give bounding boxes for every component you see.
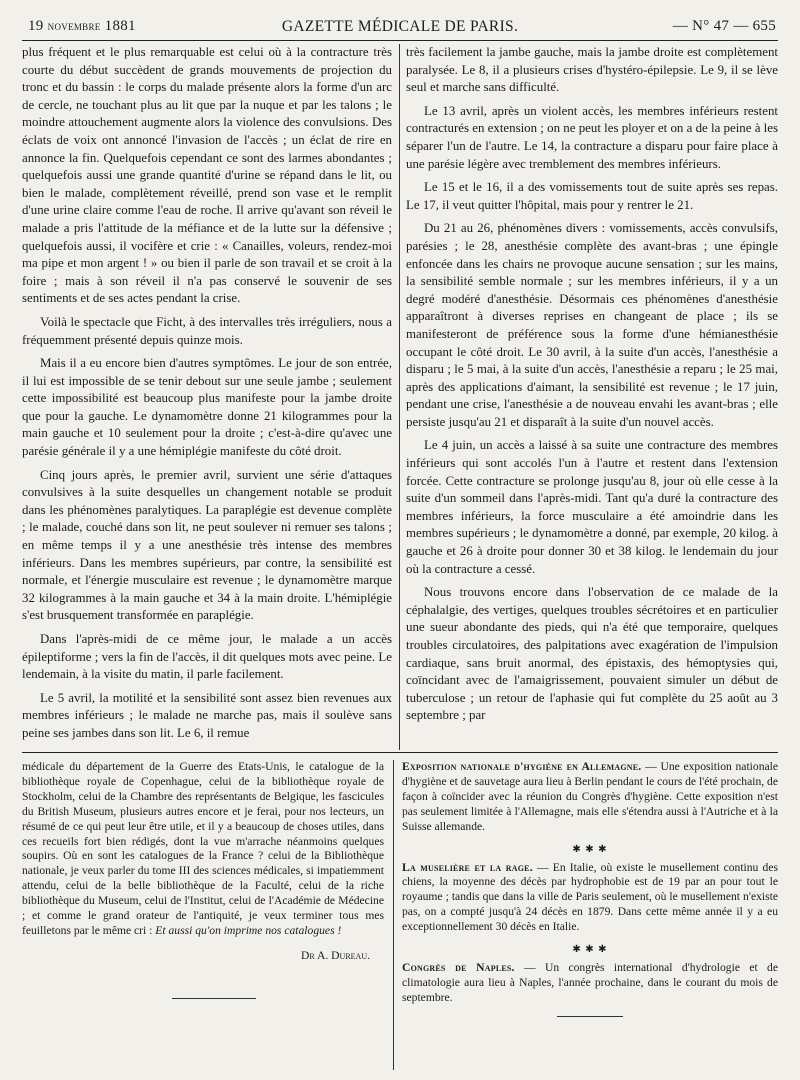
news-item [402, 861, 778, 936]
news-body: — Une exposition nationale d'hygiène et de sauvetage aura lieu à Berlin pendant le cours de l'été prochain, de façon à coïncider avec la réunion du Congrès d'hygiène. Cette exposition n'est pas seulement limitée à l'Allemagne, mais elle s'étendra aussi à l'Autriche et à la Suisse allemande. [402, 760, 778, 833]
news-column [402, 760, 778, 1070]
page-header [22, 14, 778, 41]
author-signature: Dr A. Dureau. [301, 948, 370, 962]
paragraph: Le 15 et le 16, il a des vomissements tout de suite après ses repas. Le 17, il veut quitter l'hôpital, mais pour y rentrer le 21. [406, 180, 778, 212]
issue-number: — N° 47 — 655 [672, 18, 776, 34]
paragraph: Du 21 au 26, phénomènes divers : vomissements, accès convulsifs, parésies ; le 28, anesthésie complète des avant-bras ; une épingle enfoncée dans les chairs ne provoque aucune sensation ; sur les mains, la sensibilité semble normale ; sur les membres inférieurs, il y a un degré modéré d'anesthésie. Désormais ces phénomènes d'anesthésie apparaîtront à diverses reprises en changeant de place ; ils se manifesteront de préférence sous la forme d'une hémianesthésie occupant le côté droit. Le 30 avril, à la suite d'un accès, l'anesthésie a disparu ; le 5 mai, à la suite d'un accès, l'anesthésie a reparu ; le 25 mai, après des applications d'aimant, la sensibilité est revenue ; le 17 juin, pendant une crise, l'anesthésie a de nouveau envahi les avant-bras ; elle persiste jusqu'au 21 et disparaît à la suite d'un nouvel accès. [406, 221, 778, 429]
paragraph: Le 5 avril, la motilité et la sensibilité sont assez bien revenues aux membres inférieurs ; le malade ne marche pas, mais il soulève sans peine ses jambes dans son lit. Le 6, il remue [22, 690, 392, 740]
news-body: — Un congrès international d'hydrologie et de climatologie aura lieu à Naples, l'année prochaine, dans le courant du mois de septembre. [402, 961, 778, 1004]
date-year: 1881 [104, 18, 136, 34]
column-divider [399, 44, 400, 750]
end-rule [557, 1016, 623, 1017]
news-title: Exposition nationale d'hygiène en Allemagne. [402, 760, 642, 773]
journal-title: GAZETTE MÉDICALE DE PARIS. [281, 18, 519, 35]
paragraph: Mais il a eu encore bien d'autres symptômes. Le jour de son entrée, il lui est impossible de se tenir debout sur une seule jambe ; seulement cette impossibilité est beaucoup plus manifeste pour la jambe droite que pour la gauche. Le dynamomètre donne 21 kilogrammes pour la main gauche et 10 seulement pour la droite ; c'est-à-dire qu'avec une parésie générale il y a une hémiplégie manifeste du côté droit. [22, 356, 392, 459]
feuilleton-quote: Et aussi qu'on imprime nos catalogues ! [155, 923, 342, 937]
column-divider [393, 760, 394, 1070]
stars-separator: ✱ ✱ ✱ [572, 944, 608, 956]
news-title: Congrès de Naples. [402, 961, 515, 975]
section-divider [22, 752, 778, 753]
main-article [22, 44, 778, 750]
date-month: novembre [47, 18, 101, 33]
signature-rule [172, 998, 256, 999]
paragraph: Cinq jours après, le premier avril, survient une série d'attaques convulsives à la suite desquelles un changement notable se produit dans les phénomènes paralytiques. La paraplégie est devenue complète ; le malade, couché dans son lit, ne peut soulever ni remuer ses talons ; en même temps il y a une anesthésie très intense des membres inférieurs. Dans les membres supérieurs, par contre, la sensibilité est normale, et l'énergie musculaire est revenue ; le dynamomètre marque 32 kilogrammes à la main gauche et 34 à la main droite. L'hémiplégie s'est brusquement transformée en paraplégie. [22, 467, 392, 623]
stars-separator: ✱ ✱ ✱ [572, 843, 608, 855]
date-day: 19 [28, 18, 44, 34]
news-title: La muselière et la rage. [402, 860, 533, 874]
news-item [402, 961, 778, 1006]
paragraph: Voilà le spectacle que Ficht, à des intervalles très irréguliers, nous a fréquemment présenté depuis quinze mois. [22, 314, 392, 347]
paragraph: Dans l'après-midi de ce même jour, le malade a un accès épileptiforme ; vers la fin de l'accès, il dit quelques mots avec peine. Le lendemain, à la visite du matin, il parle facilement. [22, 632, 392, 682]
news-body: — En Italie, où existe le musellement continu des chiens, la moyenne des décès par hydrophobie est de 19 par an pour tout le royaume ; tandis que dans la ville de Paris seulement, où le musellement n'existe pas, on a compté jusqu'à 24 décès en 1879. Dans cette même année il y a eu exceptionnellement 30 décès en Italie. [402, 860, 778, 934]
paragraph: Nous trouvons encore dans l'observation de ce malade de la céphalalgie, des vertiges, quelques troubles sécrétoires et en particulier une sueur abondante des pieds, qui n'a été que temporaire, quelques troubles circulatoires, des palpitations avec exagération de l'impulsion cardiaque, sans bruit anormal, des épistaxis, des hémoptysies qui, coïncidant avec de l'amaigrissement, pouvaient simuler un début de tuberculose ; un retour de l'aphasie qui fut complète du 25 août au 3 septembre ; par [406, 585, 778, 723]
article-column-right [406, 44, 778, 750]
news-item [402, 760, 778, 835]
paragraph: plus fréquent et le plus remarquable est celui où à la contracture très courte du début succèdent de grands mouvements de projection du tronc et du bassin : le corps du malade présente alors la forme d'un arc de cercle, ne touchant plus au lit que par la nuque et par les talons ; le moindre attouchement augmente alors la violence des convulsions. Des éclats de voix ont annoncé l'invasion de l'accès ; un éclat de rire en annonce la fin. Quelquefois cependant ce sont des larmes abondantes ; quelquefois aussi une grande quantité d'urine se répand dans le lit, ou bien le malade, complètement réveillé, prend son vase et le remplit d'une urine claire comme l'eau de roche. Il arrive qu'avant son réveil le malade a pris l'attitude de la méfiance et de la lutte sur la défensive ; quelquefois aussi, il vocifère et crie : « Canailles, voleurs, rendez-moi ma pipe et mon argent ! » ou bien il parle de son travail et se croit à la foire ; mais à son réveil il n'a pas conservé le souvenir de ses sentiments et de ses actes pendant la crise. [22, 45, 392, 306]
paragraph: Le 13 avril, après un violent accès, les membres inférieurs restent contracturés en extension ; on ne peut les ployer et on a de la peine à les séparer l'un de l'autre. Le 14, la contracture a disparu pour faire place à une parésie légère avec tremblement des membres inférieurs. [406, 103, 778, 171]
feuilleton-body: médicale du département de la Guerre des Etats-Unis, le catalogue de la bibliothèque royale de Copenhague, celui de la bibliothèque royale de Stockholm, celui de la Chambre des représentants de Belgique, les fascicules du British Museum, plusieurs autres encore et je ferai, pour nos lecteurs, un résumé de ce qui peut leur être utile, et il y a beaucoup de choses utiles, dans ces recueils fort bien rédigés, dont la vue m'arrache néanmoins quelques soupirs. Où en sont les catalogues de la France ? celui de la Bibliothèque nationale, je veux parler du tome III des sciences médicales, si impatiemment attendu, celui de la belle bibliothèque de la Faculté, celui de la riche bibliothèque du Museum, celui de l'Institut, celui de l'Académie de Médecine ; et comme le grand orateur de l'antiquité, je veux terminer tous mes feuilletons par le même cri : [22, 760, 384, 937]
feuilleton-column [22, 760, 384, 1070]
paragraph: Le 4 juin, un accès a laissé à sa suite une contracture des membres inférieurs qui sont accolés l'un à l'autre et restent dans l'extension forcée. Cette contracture se prolonge jusqu'au 8, jour où elle cesse à la suite d'un sommeil dans l'après-midi. Tant qu'a duré la contracture des membres inférieurs, la force musculaire a été amoindrie dans les membres supérieurs ; le dynamomètre a donné, par exemple, 20 kilog. à gauche et 26 à droite pour donner 30 et 38 kilog. le lendemain du jour où la contracture a cessé. [406, 438, 778, 576]
lower-section [22, 760, 778, 1070]
paragraph: très facilement la jambe gauche, mais la jambe droite est complètement paralysée. Le 8, il a plusieurs crises d'hystéro-épilepsie. Le 9, il se lève seul et marche sans difficulté. [406, 45, 778, 95]
feuilleton-text [22, 760, 384, 939]
article-column-left [22, 44, 392, 750]
